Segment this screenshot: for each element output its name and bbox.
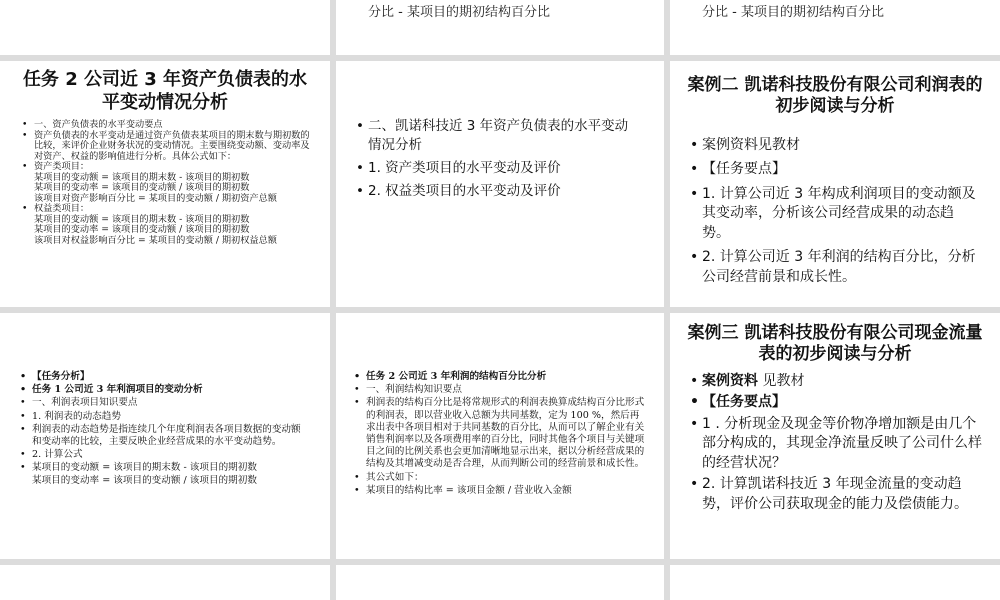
list-item: • 任务 1 公司近 3 年利润项目的变动分析 [18,384,310,396]
item-label: 案例资料 [702,372,758,389]
slide-title: 案例二 凯诺科技股份有限公司利润表的初步阅读与分析 [687,75,983,117]
list-item: • 案例资料见教材 [688,136,978,156]
list-item: • 【任务分析】 [18,371,310,383]
slide-title: 案例三 凯诺科技股份有限公司现金流量表的初步阅读与分析 [687,323,983,365]
slide-kainuo-balance-sheet[interactable] [336,61,664,307]
list-item [688,372,982,392]
formula: 某项目的变动率 = 该项目的变动额 / 该项目的期初数 [34,224,250,235]
bullet-list [670,366,1000,515]
slide-bottom-middle[interactable] [336,565,664,600]
list-item: • 2. 计算公司近 3 年利润的结构百分比，分析公司经营前景和成长性。 [688,248,978,287]
item-text: 资产类项目： [34,161,90,172]
bullet-list [336,61,664,201]
bullet-list [336,313,664,497]
formula: 某项目的变动额 = 该项目的期末数 - 该项目的期初数 [34,171,250,183]
list-item: • 一、资产负债表的水平变动要点 [20,120,312,131]
slide-task-analysis[interactable] [0,313,330,559]
list-item: • 1 . 分析现金及现金等价物净增加额是由几个部分构成的，其现金净流量反映了公司什么样的经营状况？ [688,415,982,474]
list-item: • 1. 资产类项目的水平变动及评价 [354,159,638,178]
list-item: • 二、凯诺科技近 3 年资产负债表的水平变动情况分析 [354,117,638,155]
slide-top-middle[interactable] [336,0,664,55]
list-item: • 利润表的动态趋势是指连续几个年度利润表各项目数据的变动额和变动率的比较，主要反映企业经营成果的水平变动趋势。 [18,424,310,448]
formula: 某项目的变动率 = 该项目的变动额 / 该项目的期初数 [32,474,257,486]
slide-case-three-cashflow[interactable] [670,313,1000,559]
formula: 某项目的变动额 = 该项目的期末数 - 该项目的期初数 [32,462,257,474]
list-item: • 【任务要点】 [688,393,982,413]
formula: 某项目的变动额 = 该项目的期末数 - 该项目的期初数 [34,213,250,225]
slide-bottom-right[interactable] [670,565,1000,600]
item-text: 权益类项目： [34,203,90,214]
list-item: • 【任务要点】 [688,160,978,180]
slide-text-fragment: 分比 - 某项目的期初结构百分比 [702,5,884,20]
list-item: • 一、利润结构知识要点 [352,384,646,396]
list-item: • 1. 计算公司近 3 年构成利润项目的变动额及其变动率，分析该公司经营成果的动态趋势。 [688,185,978,244]
list-item: • 利润表的结构百分比是将常规形式的利润表换算成结构百分比形式的利润表，即以营业收入总额为共同基数，定为 100 %，然后再求出表中各项目相对于共同基数的百分比，从而可以了解企业有关销售利润率以及各项费用率的百分比，同时其他各个项目与关键项目之间的比例关系也会更加清晰地显示出来，据以分析经营成果的结构及其增减变动是否合理，从而判断公司的经营前景和成长性。 [352,397,646,470]
formula: 该项目对权益影响百分比 = 某项目的变动额 / 期初权益总额 [34,234,277,246]
item-text: 见教材 [758,372,805,389]
bullet-list [670,118,1000,288]
slide-case-two-income[interactable] [670,61,1000,307]
list-item [18,462,310,486]
list-item [20,204,312,246]
slide-bottom-left[interactable] [0,565,330,600]
list-item: • 某项目的结构比率 = 该项目金额 / 营业收入金额 [352,485,646,497]
list-item: • 其公式如下： [352,472,646,484]
list-item: • 2. 计算公式 [18,449,310,461]
list-item: • 1. 利润表的动态趋势 [18,411,310,423]
list-item: • 一、利润表项目知识要点 [18,397,310,409]
list-item: • 2. 权益类项目的水平变动及评价 [354,182,638,201]
slide-profit-structure[interactable] [336,313,664,559]
list-item: • 2. 计算凯诺科技近 3 年现金流量的变动趋势，评价公司获取现金的能力及偿债能力。 [688,475,982,514]
list-item [20,162,312,204]
formula: 某项目的变动率 = 该项目的变动额 / 该项目的期初数 [34,182,250,193]
list-item: • 资产负债表的水平变动是通过资产负债表某项目的期末数与期初数的比较，来评价企业财务状况的变动情况。主要围绕变动额、变动率及对资产、权益的影响值进行分析。具体公式如下： [20,131,312,163]
list-item: • 任务 2 公司近 3 年利润的结构百分比分析 [352,371,646,383]
bullet-list [0,114,330,246]
slide-top-left[interactable] [0,0,330,55]
formula: 该项目对资产影响百分比 = 某项目的变动额 / 期初资产总额 [34,192,277,204]
bullet-list [0,313,330,487]
slide-title: 任务 2 公司近 3 年资产负债表的水平变动情况分析 [22,69,308,113]
slide-text-fragment: 分比 - 某项目的期初结构百分比 [368,5,550,20]
slide-top-right[interactable] [670,0,1000,55]
slide-balance-sheet-horizontal[interactable] [0,61,330,307]
